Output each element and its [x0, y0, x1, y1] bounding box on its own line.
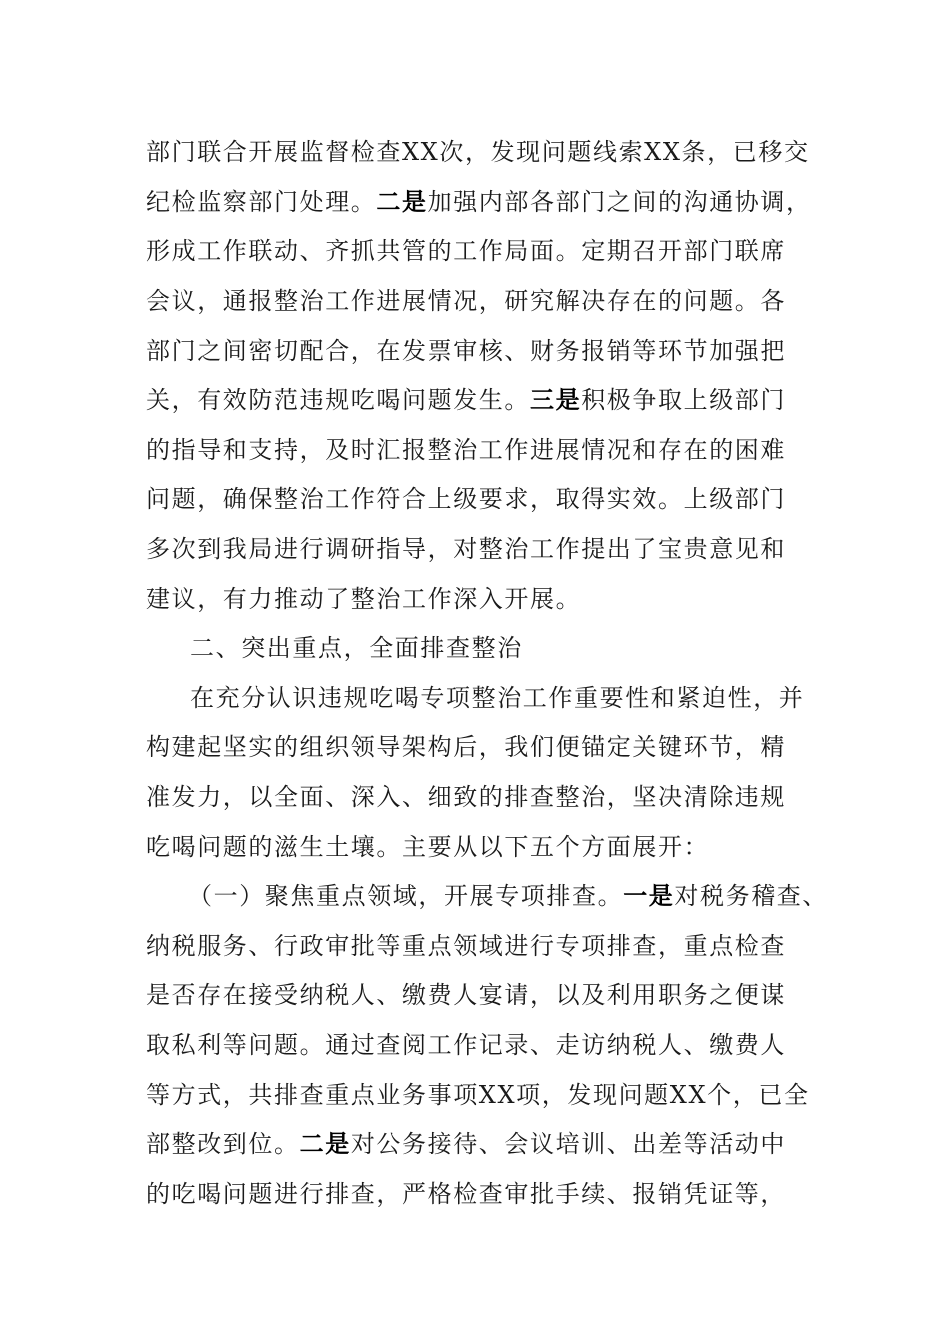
- text-segment: 准发力，以全面、深入、细致的排查整治，坚决清除违规: [146, 783, 786, 811]
- text-segment: 等方式，共排查重点业务事项XX项，发现问题XX个，已全: [146, 1081, 810, 1109]
- text-line: [146, 832, 709, 862]
- text-line: [146, 1179, 786, 1209]
- text-segment: 纪检监察部门处理。: [146, 188, 377, 216]
- text-segment: 构建起坚实的组织领导架构后，我们便锚定关键环节，精: [146, 733, 786, 761]
- text-segment: 会议，通报整治工作进展情况，研究解决存在的问题。各: [146, 287, 786, 315]
- text-line: [146, 236, 786, 266]
- text-segment: 部门联合开展监督检查XX次，发现问题线索XX条，已移交: [146, 138, 810, 166]
- text-segment: 在充分认识违规吃喝专项整治工作重要性和紧迫性，并: [190, 684, 805, 712]
- text-segment: 取私利等问题。通过查阅工作记录、走访纳税人、缴费人: [146, 1031, 786, 1059]
- text-line: [146, 584, 581, 614]
- bold-marker: 一是: [623, 882, 675, 910]
- text-line: [146, 931, 786, 961]
- bold-marker: 二是: [299, 1130, 351, 1158]
- text-line: [146, 286, 786, 316]
- text-line: [146, 187, 812, 217]
- text-segment: 纳税服务、行政审批等重点领域进行专项排查，重点检查: [146, 932, 786, 960]
- text-line: [146, 534, 786, 564]
- bold-marker: 二是: [376, 188, 428, 216]
- text-line: [146, 336, 786, 366]
- text-line: [146, 484, 786, 514]
- text-line: [146, 732, 786, 762]
- text-segment: 部整改到位。: [146, 1130, 300, 1158]
- text-segment: 建议，有力推动了整治工作深入开展。: [146, 585, 582, 613]
- text-line: [146, 1030, 786, 1060]
- text-segment: 问题，确保整治工作符合上级要求，取得实效。上级部门: [146, 485, 786, 513]
- text-segment: 积极争取上级部门: [581, 386, 787, 414]
- text-segment: 二、突出重点，全面排查整治: [190, 634, 523, 662]
- text-segment: 关，有效防范违规吃喝问题发生。: [146, 386, 530, 414]
- text-line: [146, 782, 786, 812]
- text-line: [146, 980, 786, 1010]
- text-segment: 对公务接待、会议培训、出差等活动中: [350, 1130, 787, 1158]
- text-line: [146, 137, 810, 167]
- section-heading: [190, 633, 523, 663]
- text-line: [188, 881, 828, 911]
- text-line: [146, 435, 786, 465]
- text-segment: 吃喝问题的滋生土壤。主要从以下五个方面展开：: [146, 833, 710, 861]
- text-line: [190, 683, 804, 713]
- text-segment: 多次到我局进行调研指导，对整治工作提出了宝贵意见和: [146, 535, 786, 563]
- text-segment: 的吃喝问题进行排查，严格检查审批手续、报销凭证等，: [146, 1180, 786, 1208]
- text-line: [146, 1080, 810, 1110]
- text-segment: （一）聚焦重点领域，开展专项排查。: [188, 882, 624, 910]
- text-segment: 对税务稽查、: [674, 882, 829, 910]
- text-segment: 形成工作联动、齐抓共管的工作局面。定期召开部门联席: [146, 237, 786, 265]
- text-segment: 是否存在接受纳税人、缴费人宴请，以及利用职务之便谋: [146, 981, 786, 1009]
- text-segment: 加强内部各部门之间的沟通协调，: [427, 188, 812, 216]
- text-line: [146, 1129, 786, 1159]
- text-segment: 的指导和支持，及时汇报整治工作进展情况和存在的困难: [146, 436, 786, 464]
- text-segment: 部门之间密切配合，在发票审核、财务报销等环节加强把: [146, 337, 786, 365]
- bold-marker: 三是: [530, 386, 582, 414]
- text-line: [146, 385, 786, 415]
